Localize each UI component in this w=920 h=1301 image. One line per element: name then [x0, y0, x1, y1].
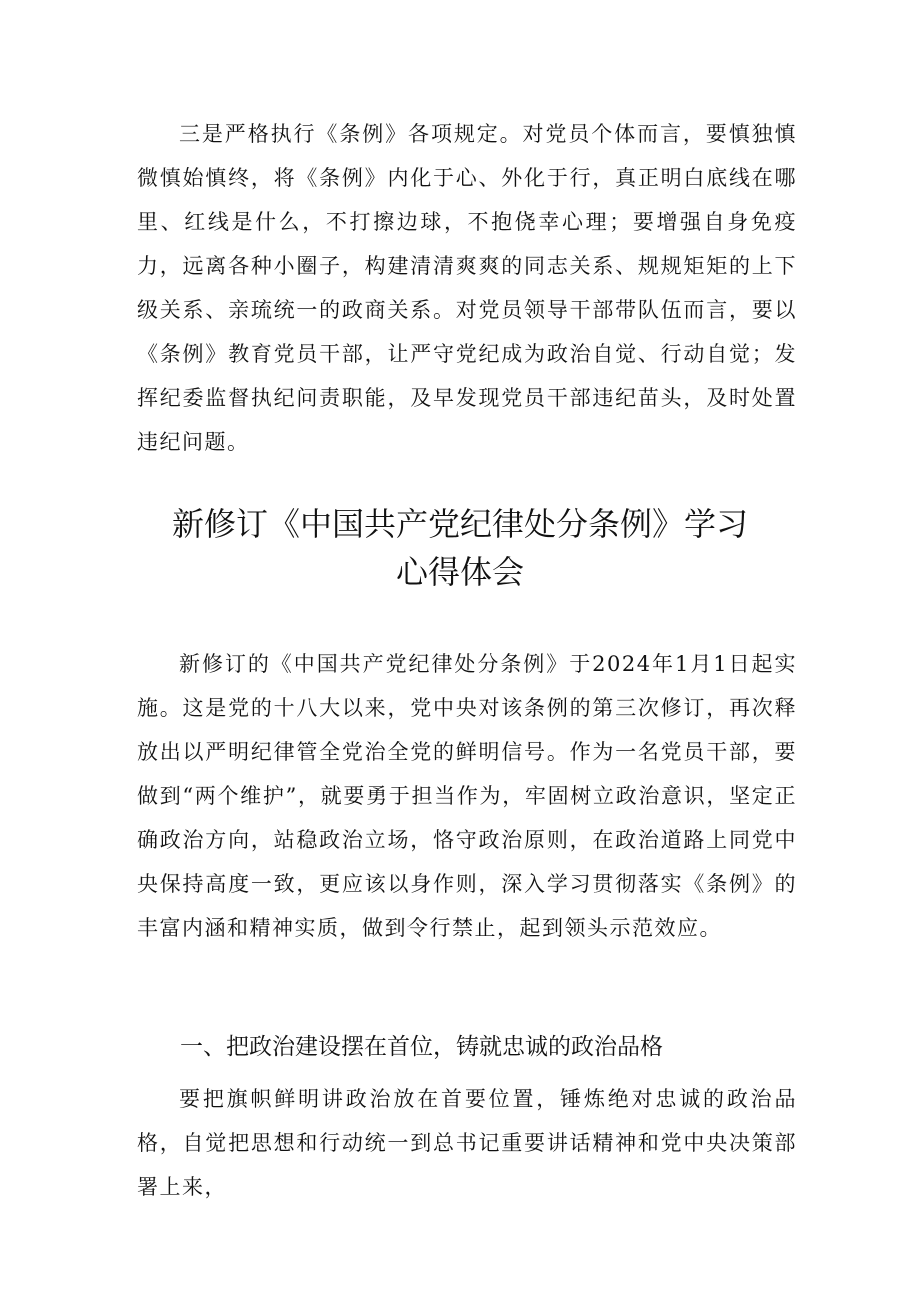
intro-paragraph: 新修订的《中国共产党纪律处分条例》于2024年1月1日起实施。这是党的十八大以来，党中央对该条例的第三次修订，再次释放出以严明纪律管全党治全党的鲜明信号。作为一名党员干部，要做到“两个维护”，就要勇于担当作为，牢固树立政治意识，坚定正确政治方向，站稳政治立场，恪守政治原则，在政治道路上同党中央保持高度一致，更应该以身作则，深入学习贯彻落实《条例》的丰富内涵和精神实质，做到令行禁止，起到领头示范效应。 — [137, 652, 797, 940]
body-paragraph-continued: 三是严格执行《条例》各项规定。对党员个体而言，要慎独慎微慎始慎终，将《条例》内化于心、外化于行，真正明白底线在哪里、红线是什么，不打擦边球，不抱侥幸心理；要增强自身免疫力，远离各种小圈子，构建清清爽爽的同志关系、规规矩矩的上下级关系、亲琉统一的政商关系。对党员领导干部带队伍而言，要以《条例》教育党员干部，让严守党纪成为政治自觉、行动自觉；发挥纪委监督执纪问责职能，及早发现党员干部违纪苗头，及时处置违纪问题。 — [137, 122, 797, 454]
document-title — [120, 500, 800, 596]
title-line-1: 新修订《中国共产党纪律处分条例》学习 — [171, 505, 748, 543]
section-paragraph: 要把旗帜鲜明讲政治放在首要位置，锤炼绝对忠诚的政治品格，自觉把思想和行动统一到总书记重要讲话精神和党中央决策部署上来， — [137, 1087, 797, 1199]
title-line-2: 心得体会 — [395, 553, 524, 591]
section-heading: 一、把政治建设摆在首位，铸就忠诚的政治品格 — [180, 1034, 663, 1060]
